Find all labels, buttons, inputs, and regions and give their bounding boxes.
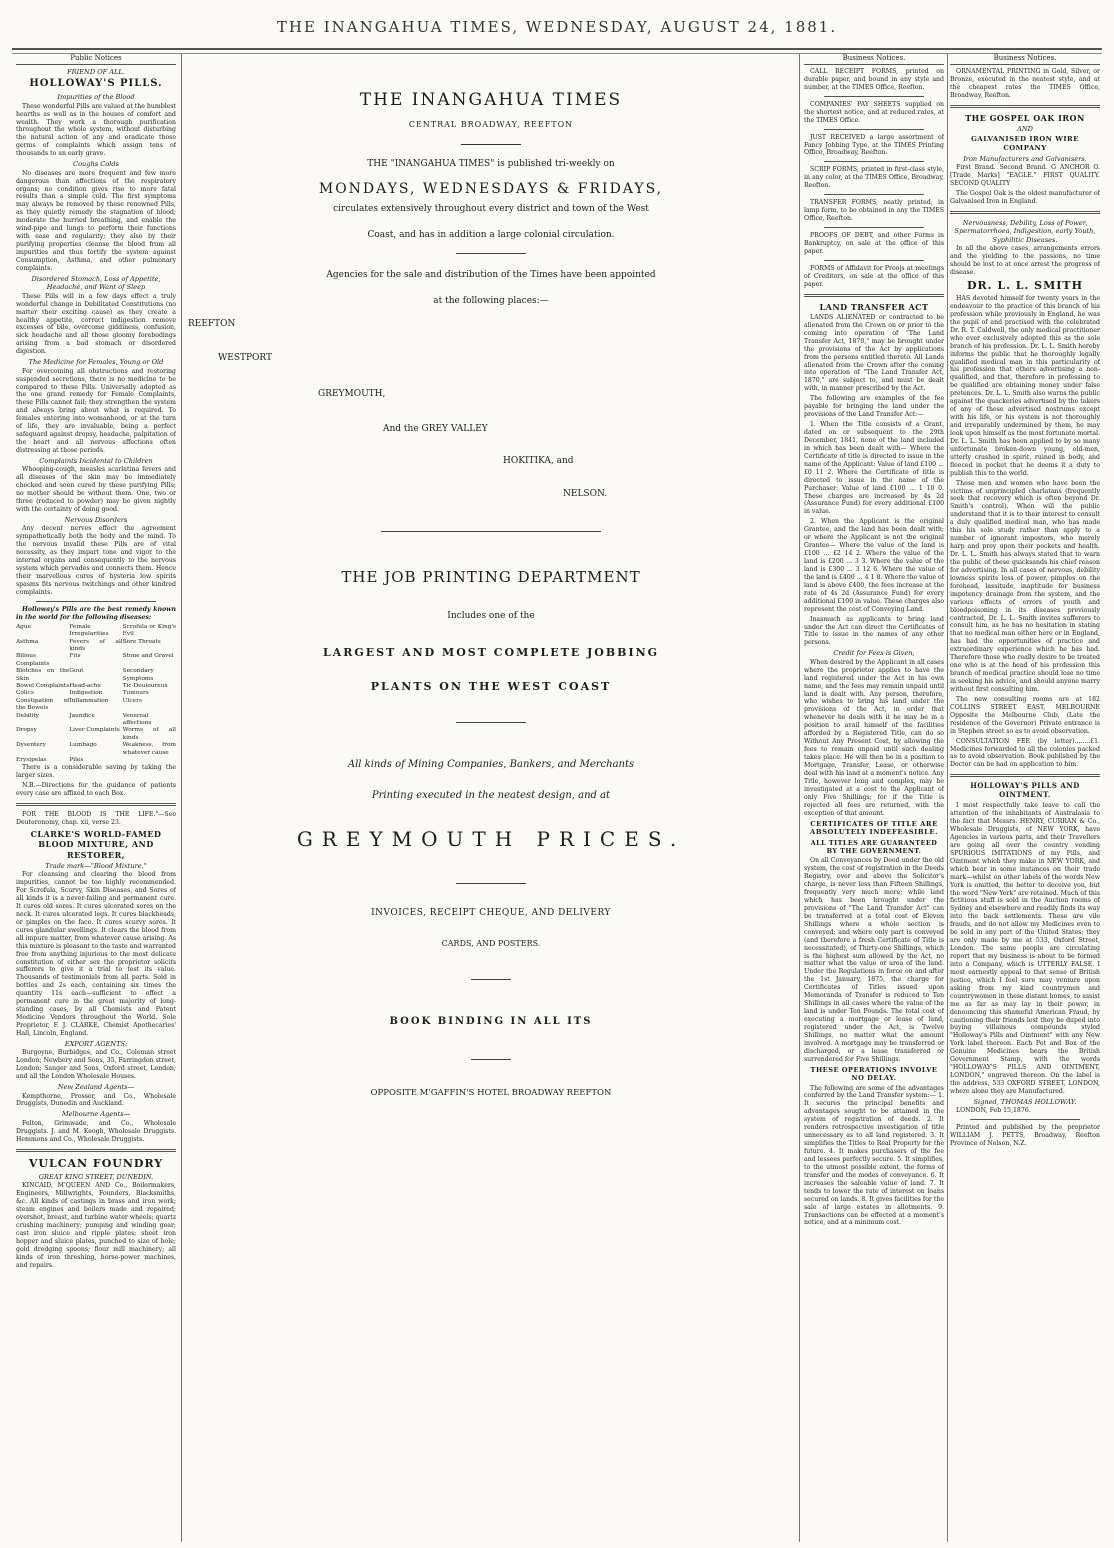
paragraph: N.B.—Directions for the guidance of patients every case are affixed to each Box. [16, 782, 176, 798]
text-line: Agencies for the sale and distribution of the Times have been appointed [326, 270, 656, 281]
paragraph: LONDON, Feb 15,1876. [956, 1107, 1031, 1115]
text-line: OPPOSITE M'GAFFIN'S HOTEL BROADWAY REEFTON [370, 1088, 612, 1099]
disease-item: Asthma [16, 638, 39, 645]
place-item: WESTPORT [218, 352, 273, 363]
subheading: Complaints Incidental to Children [39, 456, 153, 465]
divider [824, 129, 924, 130]
masthead-title: THE INANGAHUA TIMES, WEDNESDAY, AUGUST 24, 1881. [276, 18, 838, 36]
divider [471, 1059, 511, 1060]
paragraph: I most respectfully take leave to call the attention of the inhabitants of Australasia to the fact that Messrs. HENRY, CURRAN & Co., Wholesale Druggists, of NEW YORK, have Agencies in various parts, and their Travellers are going all over the country vending SPURIOUS IMITATIONS of my Pills, and Ointment which they make in NEW YORK, and which bear in some instances on their trade mark—whilst on other labels of the words New York is omitted, the better to deceive you, but the word "New York" are retained. Much of this fictitious stuff is sold in the Auction rooms of Sydney and elsewhere and readily finds its way into the back settlements. These are vile frauds, and do not allow my Medicines even to be sold in any part of the United States; they are only made by me at 533, Oxford Street, London. The same people are circulating report that my business is about to be formed into a Company, which is UTTERLY FALSE. I most earnestly appeal to that sense of British justice, which I feel sure may venture upon asking from my kind countrymen and countrywomen in these distant homes, to assist me as far as may lay in their power, in denouncing this shameful American Fraud, by cautioning their friends lest they be duped into buying villainous compounds styled "Holloway's Pills and Ointment" with any New York label thereon. Each Pot and Box of the Genuine Medicines bears the British Government Stamp, with the words "HOLLOWAY'S PILLS AND OINTMENT, LONDON," engraved thereon. On the label is the address, 533 OXFORD STREET, LONDON, where alone they are Manufactured. [950, 802, 1100, 1095]
disease-item: Dysentery [16, 742, 46, 749]
disease-item: Jaundice [69, 712, 95, 719]
smith-heading: DR. L. L. SMITH [967, 278, 1083, 292]
subheading: Nervous Disorders [64, 516, 128, 524]
column-rule [181, 54, 182, 1542]
place-item: NELSON. [563, 489, 608, 500]
paragraph: FOR THE BLOOD IS THE LIFE."—See Deuteronomy, chap. xii, verse 23. [16, 811, 176, 827]
paragraph: Whooping-cough, measles scarlatina fevers and all diseases of the skin may be immediately checked and soon cured by these purifying Pills; no mother should be without them. One, two or three (reduced to powder) may be given nightly with the certainty of doing good. [16, 466, 176, 514]
text-line: Coast, and has in addition a large colonial circulation. [367, 229, 615, 240]
disease-item: Erysipelas [16, 757, 47, 764]
place-item: HOKITIKA, and [503, 455, 574, 466]
divider [456, 722, 526, 723]
divider [824, 96, 924, 97]
dept-heading: THE JOB PRINTING DEPARTMENT [341, 567, 641, 586]
paragraph: The following are some of the advantages conferred by the Land Transfer system:— 1. It secures the principal benefits and advantages sought to be attained in the system of registration of deeds. 2. It renders retrospective investigation of title unnecessary as to all land registered. 3. It simplifies the Titles to Real Property for the future. 4. It makes purchasers of the fee and lessees perfectly secure. 5. It simplifies, to the utmost possible extent, the forms of transfer and the modes of conveyance. 6. It increases the saleable value of land. 7. It tends to lower the rate of interest on loans secured on lands. 8. It gives facilities for the sale of large estates in allotments. 9. Transactions can be effected at a moment's notice, and at a minimum cost. [804, 1084, 944, 1227]
column-heading: Public Notices [16, 54, 176, 65]
divider [461, 144, 521, 145]
prices-heading: GREYMOUTH PRICES. [296, 827, 686, 852]
disease-item: Indigestion [69, 690, 103, 697]
disease-item: Fits [69, 653, 81, 660]
text-line: THE "INANGAHUA TIMES" is published tri-weekly on [367, 158, 615, 169]
subheading: ALL TITLES ARE GUARANTEED BY THE GOVERNMENT. [810, 838, 938, 856]
subheading: Nervousness, Debility, Loss of Power, Spermatorrhoea, Indigestion, early Youth, Syphilitic Diseases. [954, 218, 1096, 244]
notice: SCRIP FORMS, printed in first-class style, in any color, at the TIMES Office, Broadway, Reefton. [804, 166, 944, 190]
divider [824, 194, 924, 195]
disease-item: Gout [69, 668, 84, 675]
text-line: BOOK BINDING IN ALL ITS [389, 1016, 593, 1028]
divider [456, 253, 526, 254]
column-business-notices-2 [950, 54, 1100, 1542]
disease-item: Secondary Symptoms [122, 668, 154, 682]
divider [824, 260, 924, 261]
paragraph: Felton, Grimwade, and Co., Wholesale Druggists. J. and M. Keogh, Wholesale Druggists. Hemmons and Co., Wholesale Druggists. [16, 1119, 176, 1143]
disease-item: Ulcers [122, 697, 142, 704]
disease-item: Ague [16, 623, 32, 630]
disease-item: Worms of all kinds [122, 727, 176, 741]
subheading: Impurities of the Blood [57, 93, 135, 102]
paragraph: These Pills will in a few days effect a truly wonderful change in Debilitated Constitutions (no matter their exciting cause) as they create a healthy appetite, correct indigestion remove excesses of bile, overcome giddiness, confusion, sick headache and all those gloomy forebodings arising from a bad stomach or disordered digestion. [16, 292, 176, 356]
divider [824, 161, 924, 162]
text-line: CARDS, AND POSTERS. [441, 939, 541, 949]
disease-item: Liver Complaints [69, 727, 120, 734]
notice: TRANSFER FORMS, neatly printed, in lamp form, to be obtained in any the TIMES Office, Reefton. [804, 199, 944, 223]
disease-item: Scrofula or King's Evil [122, 623, 176, 638]
paragraph: The following are examples of the fee payable for bringing the land under the provisions of the Land Transfer Act:— [804, 395, 944, 419]
paper-title: THE INANGAHUA TIMES [359, 90, 623, 110]
notice: ORNAMENTAL PRINTING in Gold, Silver, or Bronze, executed in the neatest style, and at the cheapest rates the TIMES Office, Broadway, Reefton. [950, 67, 1100, 99]
paragraph: First Brand. Second Brand. G ANCHOR O. [Trade Marks] "EAGLE." FIRST QUALITY. SECOND QUALITY [950, 164, 1100, 188]
column-rule [799, 54, 800, 1542]
paragraph: CONSULTATION FEE (by letter)........£1. Medicines forwarded to all the colonies packed as to avoid observation. Book published by the Doctor can be had on application to him. [950, 737, 1100, 769]
divider [950, 211, 1100, 214]
divider [804, 294, 944, 297]
text-line: PLANTS ON THE WEST COAST [370, 680, 612, 694]
notice: CALL RECEIPT FORMS, printed on durable paper, and bound in any style and number, at the TIMES Office, Reefton. [804, 67, 944, 91]
disease-item: Blotches on the Skin [16, 668, 70, 682]
friend-heading: FRIEND OF ALL. [67, 67, 125, 76]
paragraph: For overcoming all obstructions and restoring suspended secretions, there is no medicine to be compared to these Pills. Universally adopted as the one grand remedy for Female Complaints, these Pills cannot fail; they strengthen the system and always bring about what is required. To females entering into womanhood, or at the turn of life, they are invaluable, being a perfect safeguard against dropsy, headache, palpitation of the heart and all nervous affections often distressing at those periods. [16, 367, 176, 454]
divider [456, 883, 526, 884]
text-line: Printing executed in the neatest design, and at [371, 790, 611, 802]
divider [970, 1119, 1080, 1120]
divider [950, 774, 1100, 777]
disease-item: Piles [69, 757, 84, 764]
paragraph: Kempthorne, Prosser, and Co., Wholesale Druggists, Dunedin and Auckland. [16, 1092, 176, 1108]
column-heading: Business Notices. [950, 54, 1100, 65]
disease-item: Female Irregularities [69, 623, 109, 638]
publish-days: MONDAYS, WEDNESDAYS & FRIDAYS, [318, 180, 664, 197]
place-item: GREYMOUTH, [318, 388, 386, 399]
paragraph: Burgoyne, Burbidges, and Co., Coleman street London; Newbery and Sons, 35, Farringdon street, London; Sanger and Sons, Oxford street, London; and all the London Wholesale Houses. [16, 1049, 176, 1081]
notice: COMPANIES' PAY SHEETS supplied on the shortest notice, and at reduced rates, at the TIMES Office. [804, 100, 944, 124]
paragraph: When desired by the Applicant in all cases where the proprietor applies to have the land registered under the Act in his own name, and the fees may remain unpaid until land is dealt with. Any person, therefore, who wishes to bring his land under the provisions of the Act, in order that whenever he deals with it he may be in a position to avail himself of the facilities afforded by a Registered Title, can do so Without Any Present Cost, by allowing the fees to remain unpaid until such dealing takes place. He will then be in a position to Mortgage, Transfer, Lease, or otherwise deal with his land at a moment's notice. Any Title, however long and complex, may be investigated at a cost to the Applicant of only Five Shillings; for if the Title is rejected all fees are returned, with the exception of that amount. [804, 658, 944, 817]
land-transfer-heading: LAND TRANSFER ACT [819, 301, 929, 312]
paragraph: On all Conveyances by Deed under the old system, the cost of registration in the Deeds Registry, over and above the Solicitor's charge, is never less than Fifteen Shillings, frequently very much more; while land which has been brought under the provisions of "The Land Transfer Act" can be transferred at a total cost of Eleven Shillings where a whole section is conveyed; and where only part is conveyed (and therefore a fresh Certificate of Title is necessitated), of Thirty-one Shillings, which is the highest sum allowed by the Act, no matter what the value or area of the land. Under the Regulations in force on and after the 1st January, 1875, the charge for Certificates of Titles issued upon Memoranda of Transfer is reduced to Ten Shillings in all cases where the value of the land is under Ten Pounds. The total cost of executing a mortgage or lease of land, registered under the Act, is Twelve Shillings, no matter what the amount involved. A mortgage may be transferred or discharged, or a lease transferred or surrendered for Five Shillings. [804, 857, 944, 1063]
notice: PROOFS OF DEBT, and other Forms in Bankruptcy, on sale at the office of this paper. [804, 232, 944, 255]
paragraph: These wonderful Pills are valued at the humblest hearths as well as in the houses of comfort and wealth. They work a thorough purification throughout the whole system, without disturbing the natural action of any and eradicate those germs of complaints which assign tens of thousands to an early grave. [16, 102, 176, 158]
divider [16, 1149, 176, 1152]
divider [36, 601, 156, 602]
subheading: AND [1017, 124, 1033, 133]
subheading: Disordered Stomach, Loss of Appetite, Headache, and Want of Sleep [31, 274, 161, 292]
subheading: THESE OPERATIONS INVOLVE NO DELAY. [810, 1065, 938, 1083]
paragraph: HAS devoted himself for twenty years in the endeavour to the practice of this branch of his profession while previously in England, he was the pupil of and practised with the celebrated Dr. R. T. Caldwell, the only medical practitioner who ever exclusively adopted this as the sole branch of his profession. Dr. L. L. Smith hereby informs the public that he thoroughly legally qualified medical man in this particularity of his profession that others advertising a non-qualified, and that, therefore in professing to be qualified are obtaining money under false pretences. Dr. L. L. Smith also warns the public against the quackeries advertised by the takers of any of these advertised nostrums except with his life, or his system is not thoroughly and irreparably undermined by them, he may look upon himself as the most fortunate mortal. Dr. L. L. Smith has been applied to by so many unfortunate broken-down young, old-men, utterly crushed in spirit, ruined in body, and fleeced in pocket that he deems it a duty to publish this to the world. [950, 295, 1100, 477]
paragraph: The new consulting rooms are at 182 COLLINS STREET EAST, MELBOURNE Opposite the Melbourne Club, (Late the residence of the Governor) Private entrance is in Stephen street so as to avoid observation. [950, 695, 1100, 735]
paragraph: Any decent nerves effect the agreement sympathetically both the body and the mind. To the nervous invalid these Pills are of vital necessity, as they impart tone and vigor to the internal organs and consequently to the nervous system which pervades and connects them. Hence their marvellous cures of hysteria low spirits spasms fits nervous twitchings and other kindred complaints. [16, 525, 176, 596]
diseases-table [16, 624, 176, 765]
paragraph: 1. When the Title consists of a Grant, dated on or subsequent to the 29th December, 1841, none of the land included in which has been dealt with— Where the Certificate of title is directed to issue in the name of the Applicant: Value of land £100 ... £0 11 2. Where the Certificate of title is directed to issue in the name of the Purchaser: Value of land £100 ... 1 10 0. These charges are increased by 4s 2d (Assurance Fund) for every additional £100 in value. [804, 421, 944, 516]
subheading: Melbourne Agents— [61, 1110, 131, 1119]
signature: Signed, THOMAS HOLLOWAY. [973, 1097, 1077, 1106]
paragraph: Inasmuch as applicants to bring land under the Act can direct the Certificates of Title to issue in the names of any other persons. [804, 615, 944, 647]
disease-item: Stone and Gravel [122, 653, 174, 660]
holloway-heading: HOLLOWAY'S PILLS AND OINTMENT. [970, 781, 1080, 800]
disease-item: Sore Throats [122, 638, 161, 645]
divider [950, 105, 1100, 108]
vulcan-heading: VULCAN FOUNDRY [28, 1156, 164, 1170]
column-rule [947, 54, 948, 1542]
subheading: Trade mark—"Blood Mixture." [45, 861, 147, 870]
divider [471, 979, 511, 980]
paragraph: There is a considerable saving by taking the larger sizes. [16, 764, 176, 780]
text-line: circulates extensively throughout every district and town of the West [333, 204, 649, 215]
disease-item: Dropsy [16, 727, 37, 734]
notice: JUST RECEIVED a large assortment of Fancy Jobbing Type, at the TIMES Printing Office, Broadway, Reefton. [804, 133, 944, 157]
text-line: at the following places:— [433, 295, 549, 306]
column-times-advert [188, 54, 794, 1542]
divider [824, 227, 924, 228]
notice: FORMS of Affidavit for Proojs at meetings of Creditors, on sale at the office of this paper. [804, 264, 944, 288]
subheading: Iron Manufacturers and Galvanisers. [963, 154, 1087, 163]
column-public-notices [16, 54, 176, 1542]
disease-item: Venereal affections [122, 712, 152, 727]
disease-item: Tumours [122, 690, 149, 697]
paragraph: For cleansing and clearing the blood from impurities, cannot be too highly recommended. For Scrofula, Scurvy, Skin Diseases, and Sores of all kinds it is a never-failing and permanent cure. It cures old sores. It cures ulcerated sores on the neck. It cures ulcerated legs. It cures blackheads, or pimples on the face. It cures scurvy sores. It cures glandular swellings. It clears the blood from all impure matter, from whatever cause arising. As this mixture is pleasant to the taste and warranted free from anything injurious to the most delicate constitution of either sex the proprietor solicits sufferers to give it a trial to test its value. Thousands of testimonials from all parts. Sold in bottles and 2s each, containing six times the quantity 11s each—sufficient to effect a permanent cure in the great majority of long-standing cases, by all Chemists and Patent Medicine Vendors throughout the World. Sole Proprietor, F. J. CLARKE, Chemist Apothecaries' Hall, Lincoln, England. [16, 871, 176, 1037]
paragraph: In all the above cases, arrangements errors and the yielding to the passions, no time should be lost to at once arrest the progress of disease. [950, 245, 1100, 276]
text-line: LARGEST AND MOST COMPLETE JOBBING [322, 646, 660, 660]
text-line: INVOICES, RECEIPT CHEQUE, AND DELIVERY [371, 907, 611, 918]
subheading: CERTIFICATES OF TITLE ARE ABSOLUTELY INDEFEASIBLE. [810, 819, 938, 837]
disease-item: Weakness, from whatever cause [122, 742, 176, 756]
subheading: The Medicine for Females, Young or Old [28, 358, 164, 367]
disease-item: Colics [16, 690, 34, 697]
divider [16, 803, 176, 806]
subheading: GALVANISED IRON WIRE COMPANY [971, 135, 1079, 153]
paragraph: Those men and women who have been the victims of unprincipled charlatans (frequently seek that recovery which is often beyond Dr. Smith's control). When will the public understand that it is to their interest to consult a duly qualified medical man, who has made this his sole study rather than apply to a number of ignorant impostors, who merely harp and prey upon their pockets and health. Dr. L. L. Smith has always stated that to warn the public of these quicksands his chief reason for advertising. In all cases of nervous, debility lowness spirits loss of power, pimples on the forehead, lassitude, inaptitude for business impotency drainage from the system, and the various effects of errors of youth and bloodpoisoning in its diseases previously contracted, Dr. L. L. Smith invites sufferers to consult him, as he has no hesitation in stating that no medical man either here or in England, has had the opportunities of practice and extraordinary experience which he has had. Therefore those who really desire to be treated one who is at the head of his profession this branch of medical practice should lose no time in seeking his advice, and should anyone marry without first consulting him. [950, 479, 1100, 693]
disease-item: Fevers of all kinds [69, 638, 123, 652]
paragraph: The Gospel Oak is the oldest manufacturer of Galvanised Iron in England. [950, 190, 1100, 205]
text-line: Includes one of the [447, 610, 535, 621]
subheading: New Zealand Agents— [57, 1083, 135, 1092]
paragraph: Holloway's Pills are the best remedy known in the world for the following diseases: [16, 605, 176, 621]
paragraph: LANDS ALIENATED or contracted to be alienated from the Crown on or prior to the coming into operation of "The Land Transfer Act, 1870," may be brought under the provisions of the Act by applications from the persons entitled thereto. All Lands alienated from the Crown after the coming into operation of "The Land Transfer Act, 1870," are subject to, and must be dealt with, in manner prescribed by the Act. [804, 313, 944, 393]
subheading: GREAT KING STREET, DUNEDIN. [38, 1172, 154, 1181]
disease-item: Bilious Complaints [16, 653, 50, 667]
disease-item: Tic-Douloureux [122, 683, 168, 689]
disease-item [123, 757, 176, 764]
subheading: EXPORT AGENTS: [64, 1039, 128, 1048]
subheading: Credit for Fees is Given, [833, 649, 915, 658]
paragraph: KINCAID, M'QUEEN AND Co., Boilermakers, Engineers, Millwrights, Founders, Blacksmiths, &c. All kinds of castings in brass and iron work; steam engines and boilers made and repaired; overshot, breast, and turbine water wheels; quartz crushing machinery; pumping and winding gear; cast iron sluice and ripple plates; sheet iron hopper and sluice plates, punched to size of hole; gold dredging spoons; flour mill machinery; all kinds of iron threshing, horse-power machines, and repairs. [16, 1182, 176, 1269]
place-item: And the GREY VALLEY [383, 424, 488, 435]
column-business-notices [804, 54, 944, 1542]
paper-address: CENTRAL BROADWAY, REEFTON [408, 119, 574, 129]
masthead [0, 0, 1114, 46]
gospel-heading: THE GOSPEL OAK IRON [965, 112, 1085, 123]
place-item: REEFTON [188, 319, 236, 330]
disease-item: Bowel Complaints [16, 683, 70, 689]
clarke-heading: CLARKE'S WORLD-FAMED BLOOD MIXTURE, AND RESTORER, [30, 829, 162, 860]
disease-item: Head-ache [69, 683, 101, 689]
divider [381, 531, 601, 532]
imprint: Printed and published by the proprietor WILLIAM J. PETTS, Broadway, Reefton Province of Nelson, N.Z. [950, 1124, 1100, 1148]
column-heading: Business Notices. [804, 54, 944, 65]
paragraph: 2. When the Applicant is the original Grantee, and the land has been dealt with; or where the Applicant is not the original Grantee— Where the value of the land is £100 ... £2 14 2. Where the value of the land is £200 ... 3 3. Where the value of the land is £300 ... 3 12 6. Where the value of the land is £400 ... 4 1 8. Where the value of land is above £400, the fees increase at the rate of 4s 2d (Assurance Fund) for every additional £100 in value. These charges also represent the cost of Conveying Land. [804, 518, 944, 613]
disease-item: Lumbago [69, 742, 97, 749]
holloway-heading: HOLLOWAY'S PILLS. [29, 78, 163, 90]
disease-item: Constipation of the Bowels [16, 697, 70, 712]
subheading: Coughs Colds [73, 160, 119, 169]
text-line: All kinds of Mining Companies, Bankers, and Merchants [347, 759, 635, 771]
paragraph: No diseases are more frequent and few more dangerous than affections of the respiratory organs; no condition gives rise to more fatal results than a simple cold. The first symptoms may always be removed by these renowned Pills, as they quietly remedy the stagnation of blood; moderate the hurried breathing, and enable the wind-pipe and lungs to perform their functions with ease and regularity; they also by their purifying properties cleanse the blood from all impurities and thus fortify the system against Consumption, Asthma, and other pulmonary complaints. [16, 169, 176, 272]
disease-item: Debility [16, 712, 39, 719]
disease-item: Inflammation [69, 697, 109, 704]
